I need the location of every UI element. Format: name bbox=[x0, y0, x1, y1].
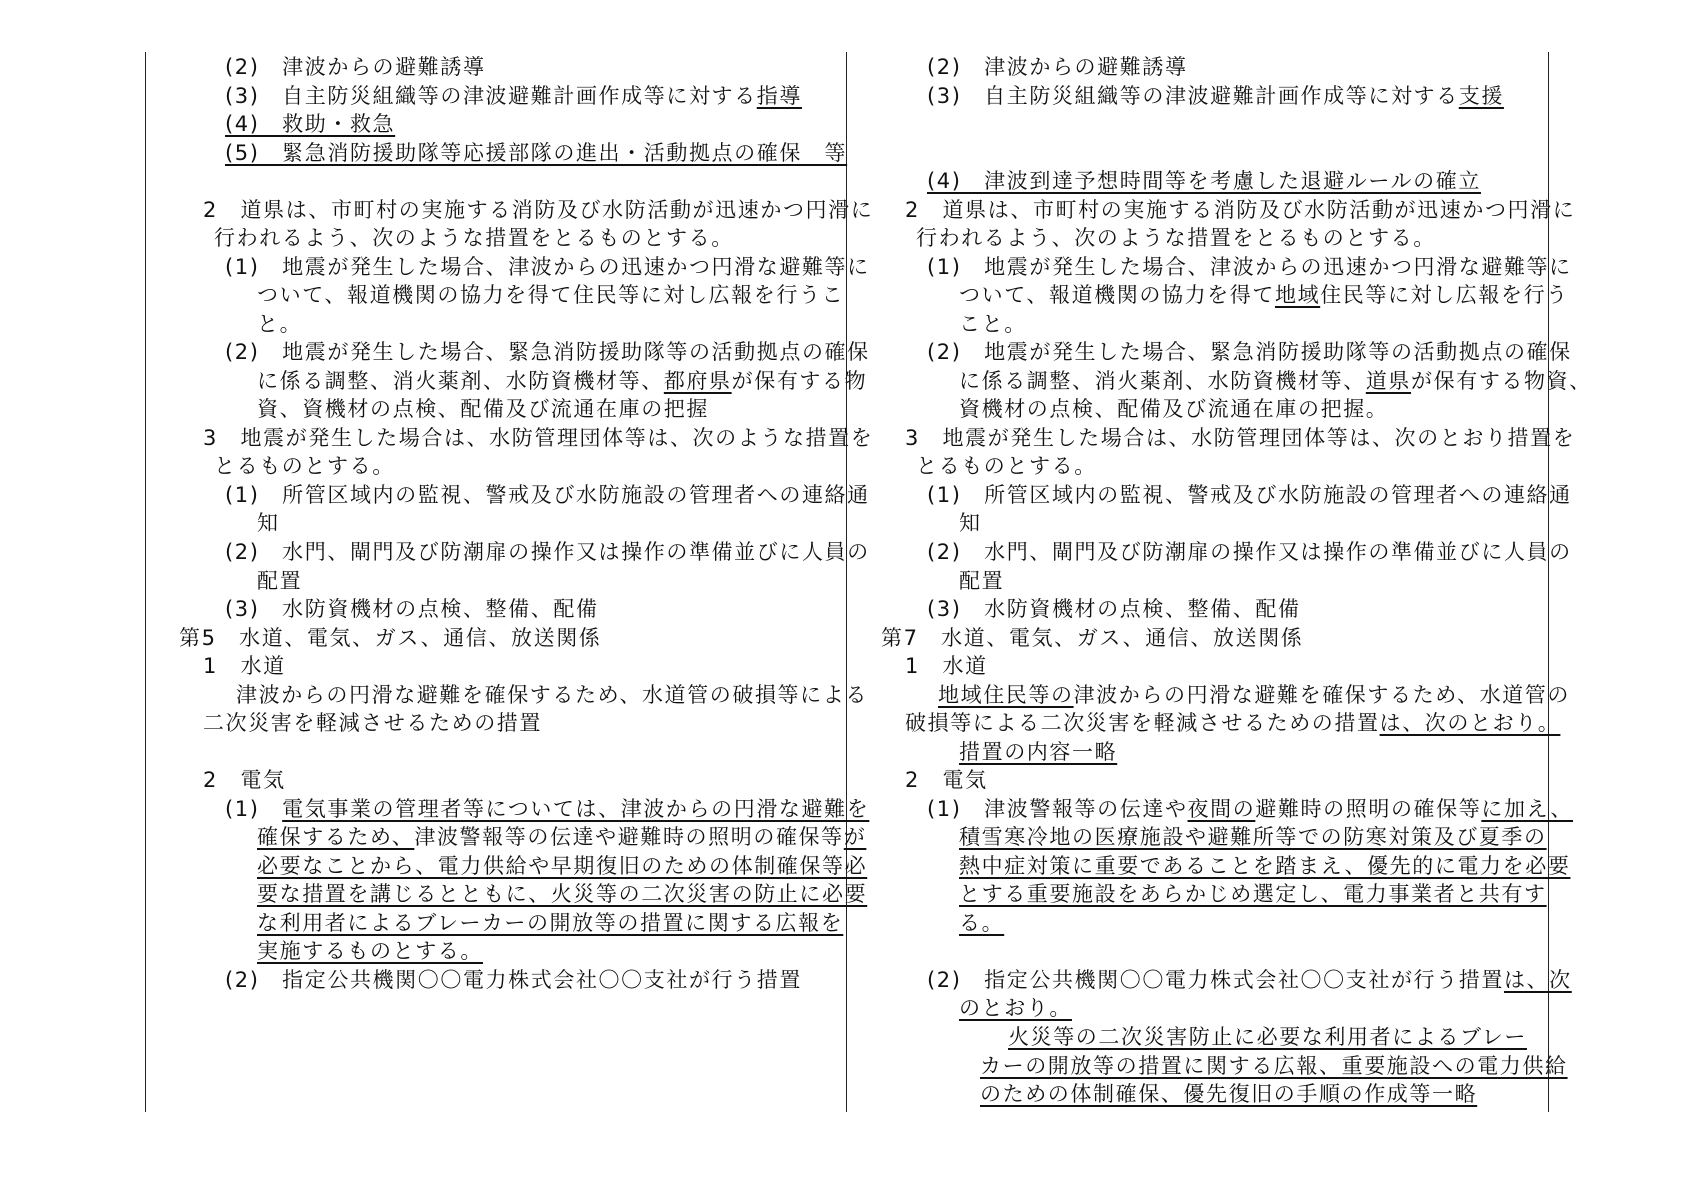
underlined-text: 火災等の二次災害防止に必要な利用者によるブレー bbox=[1008, 1025, 1527, 1050]
text-segment: 二次災害を軽減させるための措置 bbox=[203, 711, 542, 736]
right-text-line bbox=[1008, 1023, 1527, 1051]
text-segment: 配置 bbox=[257, 568, 303, 593]
left-text-line bbox=[257, 852, 867, 880]
text-segment: (1) 地震が発生した場合、津波からの迅速かつ円滑な避難等に bbox=[927, 254, 1572, 279]
underlined-text: (4) 津波到達予想時間等を考慮した退避ルールの確立 bbox=[927, 169, 1481, 194]
left-text-line bbox=[257, 880, 867, 908]
text-segment: に係る調整、消火薬剤、水防資機材等、 bbox=[257, 368, 664, 393]
text-segment: (1) bbox=[225, 796, 283, 821]
left-text-line bbox=[236, 681, 868, 709]
right-text-line bbox=[927, 53, 1188, 81]
underlined-text: な利用者によるブレーカーの開放等の措置に関する広報を bbox=[257, 910, 844, 935]
underlined-text: 夜間の bbox=[1187, 796, 1256, 821]
left-text-line bbox=[257, 509, 280, 537]
right-text-line bbox=[980, 1052, 1568, 1080]
right-text-line bbox=[927, 253, 1572, 281]
right-text-line bbox=[927, 538, 1572, 566]
underlined-text: る。 bbox=[959, 910, 1005, 935]
text-segment: 津波からの円滑な避難を確保するため、水道管の bbox=[1073, 682, 1570, 707]
text-segment: (2) 地震が発生した場合、緊急消防援助隊等の活動拠点の確保 bbox=[225, 340, 870, 365]
underlined-text: 実施するものとする。 bbox=[257, 939, 483, 964]
left-text-line bbox=[203, 709, 542, 737]
right-text-line bbox=[959, 281, 1569, 309]
underlined-text: 指導 bbox=[756, 83, 802, 108]
text-segment: 知 bbox=[959, 511, 982, 536]
text-segment: 津波警報等の伝達や避難時の照明の確保等 bbox=[414, 825, 844, 850]
text-segment: 配置 bbox=[959, 568, 1005, 593]
underlined-text: 必要なことから、電力供給や早期復旧のための体制確保等必 bbox=[257, 853, 868, 878]
right-text-line bbox=[959, 367, 1592, 395]
underlined-text: 地域 bbox=[1274, 283, 1321, 308]
underlined-text: に加え、 bbox=[1481, 796, 1574, 821]
text-segment: 破損等による二次災害を軽減させるための措置 bbox=[905, 711, 1380, 736]
right-text-line bbox=[927, 338, 1572, 366]
text-segment: 2 電気 bbox=[203, 768, 286, 793]
text-segment: (1) 津波警報等の伝達や bbox=[927, 796, 1188, 821]
underlined-text: 都府県 bbox=[663, 368, 732, 393]
underlined-text: とする重要施設をあらかじめ選定し、電力事業者と共有す bbox=[959, 882, 1547, 907]
text-segment: (2) 指定公共機関〇〇電力株式会社〇〇支社が行う措置 bbox=[927, 967, 1504, 992]
text-segment: とるものとする。 bbox=[214, 454, 395, 479]
underlined-text: 地域住民等の bbox=[938, 682, 1074, 707]
left-text-line bbox=[257, 937, 483, 965]
underlined-text: は、次 bbox=[1503, 967, 1572, 992]
underlined-text: (5) 緊急消防援助隊等応援部隊の進出・活動拠点の確保 等 bbox=[225, 140, 848, 165]
text-segment: が保有する物 bbox=[731, 368, 868, 393]
right-text-line bbox=[905, 709, 1560, 737]
text-segment: 第5 水道、電気、ガス、通信、放送関係 bbox=[179, 625, 602, 650]
right-text-line bbox=[905, 766, 988, 794]
right-text-line bbox=[905, 424, 1575, 452]
right-text-line bbox=[959, 509, 982, 537]
text-segment: (3) 水防資機材の点検、整備、配備 bbox=[225, 597, 599, 622]
right-text-line bbox=[905, 196, 1575, 224]
left-text-line bbox=[225, 966, 802, 994]
text-segment: 避難時の照明の確保等 bbox=[1255, 796, 1482, 821]
left-text-line bbox=[225, 53, 486, 81]
left-text-line bbox=[257, 823, 866, 851]
text-segment: 3 地震が発生した場合は、水防管理団体等は、次のような措置を bbox=[203, 425, 874, 450]
text-segment: (2) 津波からの避難誘導 bbox=[927, 55, 1188, 79]
right-text-line bbox=[980, 1080, 1477, 1108]
text-segment: 2 道県は、市町村の実施する消防及び水防活動が迅速かつ円滑に bbox=[203, 197, 874, 222]
left-text-line bbox=[257, 281, 844, 309]
text-segment: 1 水道 bbox=[905, 654, 988, 679]
underlined-text: 電気事業の管理者等については、津波からの円滑な避難を bbox=[282, 796, 870, 821]
left-text-line bbox=[225, 253, 870, 281]
text-segment: とるものとする。 bbox=[916, 454, 1097, 479]
text-segment: こと。 bbox=[959, 311, 1027, 336]
underlined-text: 道県 bbox=[1365, 368, 1412, 393]
text-segment: 3 地震が発生した場合は、水防管理団体等は、次のとおり措置を bbox=[905, 425, 1576, 450]
text-segment: ついて、報道機関の協力を得て住民等に対し広報を行うこ bbox=[257, 283, 845, 308]
text-segment: 2 道県は、市町村の実施する消防及び水防活動が迅速かつ円滑に bbox=[905, 197, 1576, 222]
text-segment: (3) 自主防災組織等の津波避難計画作成等に対する bbox=[927, 83, 1459, 108]
right-text-line bbox=[927, 481, 1572, 509]
text-segment: 津波からの円滑な避難を確保するため、水道管の破損等による bbox=[236, 682, 868, 707]
underlined-text: 支援 bbox=[1458, 83, 1504, 108]
text-segment: 住民等に対し広報を行う bbox=[1320, 283, 1569, 308]
underlined-text: 措置の内容一略 bbox=[959, 739, 1118, 764]
underlined-text: のための体制確保、優先復旧の手順の作成等一略 bbox=[980, 1082, 1478, 1107]
text-segment: が保有する物資、 bbox=[1411, 368, 1592, 393]
left-text-line bbox=[203, 652, 286, 680]
text-segment: 資、資機材の点検、配備及び流通在庫の把握 bbox=[257, 397, 709, 422]
text-segment: 知 bbox=[257, 511, 280, 536]
left-text-line bbox=[203, 196, 873, 224]
right-text-line bbox=[959, 823, 1547, 851]
right-text-line bbox=[959, 567, 1004, 595]
underlined-text: が bbox=[843, 825, 867, 850]
left-text-line bbox=[225, 481, 870, 509]
underlined-text: カーの開放等の措置に関する広報、重要施設への電力供給 bbox=[980, 1053, 1568, 1078]
text-segment: 2 電気 bbox=[905, 768, 988, 793]
text-segment: (3) 自主防災組織等の津波避難計画作成等に対する bbox=[225, 83, 757, 108]
left-text-line bbox=[257, 310, 302, 338]
left-text-line bbox=[225, 538, 870, 566]
text-segment: 資機材の点検、配備及び流通在庫の把握。 bbox=[959, 397, 1389, 422]
right-text-line bbox=[959, 738, 1117, 766]
right-text-line bbox=[927, 167, 1481, 195]
underlined-text: 確保するため、 bbox=[257, 825, 415, 850]
right-text-line bbox=[959, 310, 1027, 338]
text-segment: 行われるよう、次のような措置をとるものとする。 bbox=[916, 226, 1436, 251]
left-text-line bbox=[203, 766, 286, 794]
right-text-line bbox=[959, 880, 1547, 908]
left-text-line bbox=[257, 909, 843, 937]
text-segment: ついて、報道機関の協力を得て bbox=[959, 283, 1275, 308]
right-text-line bbox=[927, 595, 1301, 623]
left-text-line bbox=[225, 139, 847, 167]
text-segment: (2) 水門、閘門及び防潮扉の操作又は操作の準備並びに人員の bbox=[927, 540, 1572, 564]
left-text-line bbox=[225, 595, 599, 623]
left-text-line bbox=[179, 624, 601, 652]
right-text-line bbox=[927, 966, 1572, 994]
underlined-text: (4) 救助・救急 bbox=[225, 112, 396, 137]
left-text-line bbox=[257, 395, 709, 423]
left-text-line bbox=[225, 110, 395, 138]
text-segment: (3) 水防資機材の点検、整備、配備 bbox=[927, 597, 1301, 622]
left-text-line bbox=[257, 567, 302, 595]
right-text-line bbox=[959, 852, 1570, 880]
text-segment: (1) 所管区域内の監視、警戒及び水防施設の管理者への連絡通 bbox=[927, 482, 1572, 507]
right-text-line bbox=[938, 681, 1570, 709]
right-text-line bbox=[959, 994, 1072, 1022]
underlined-text: のとおり。 bbox=[959, 996, 1072, 1021]
text-segment: に係る調整、消火薬剤、水防資機材等、 bbox=[959, 368, 1366, 393]
right-text-line bbox=[959, 909, 1004, 937]
right-text-line bbox=[927, 82, 1504, 110]
right-text-line bbox=[916, 224, 1436, 252]
underlined-text: 熱中症対策に重要であることを踏まえ、優先的に電力を必要 bbox=[959, 853, 1571, 878]
left-text-line bbox=[203, 424, 873, 452]
right-text-line bbox=[881, 624, 1303, 652]
left-text-line bbox=[225, 82, 802, 110]
text-segment: (1) 所管区域内の監視、警戒及び水防施設の管理者への連絡通 bbox=[225, 482, 870, 507]
left-text-line bbox=[257, 367, 867, 395]
right-text-line bbox=[916, 452, 1097, 480]
left-border-line bbox=[145, 52, 146, 1112]
text-segment: 第7 水道、電気、ガス、通信、放送関係 bbox=[881, 625, 1304, 650]
left-text-line bbox=[214, 452, 395, 480]
underlined-text: は、次のとおり。 bbox=[1379, 711, 1561, 736]
right-text-line bbox=[959, 395, 1388, 423]
text-segment: 1 水道 bbox=[203, 654, 286, 679]
text-segment: (2) 水門、閘門及び防潮扉の操作又は操作の準備並びに人員の bbox=[225, 540, 870, 564]
text-segment: 行われるよう、次のような措置をとるものとする。 bbox=[214, 226, 734, 251]
left-text-line bbox=[225, 338, 870, 366]
text-segment: (2) 地震が発生した場合、緊急消防援助隊等の活動拠点の確保 bbox=[927, 340, 1572, 365]
text-segment: (2) 津波からの避難誘導 bbox=[225, 55, 486, 79]
left-text-line bbox=[225, 795, 869, 823]
underlined-text: 積雪寒冷地の医療施設や避難所等での防寒対策及び夏季の bbox=[959, 825, 1547, 850]
text-segment: (2) 指定公共機関〇〇電力株式会社〇〇支社が行う措置 bbox=[225, 967, 802, 992]
left-text-line bbox=[214, 224, 734, 252]
underlined-text: 要な措置を講じるとともに、火災等の二次災害の防止に必要 bbox=[257, 882, 868, 907]
text-segment: と。 bbox=[257, 311, 303, 336]
right-text-line bbox=[905, 652, 988, 680]
right-text-line bbox=[927, 795, 1573, 823]
text-segment: (1) 地震が発生した場合、津波からの迅速かつ円滑な避難等に bbox=[225, 254, 870, 279]
